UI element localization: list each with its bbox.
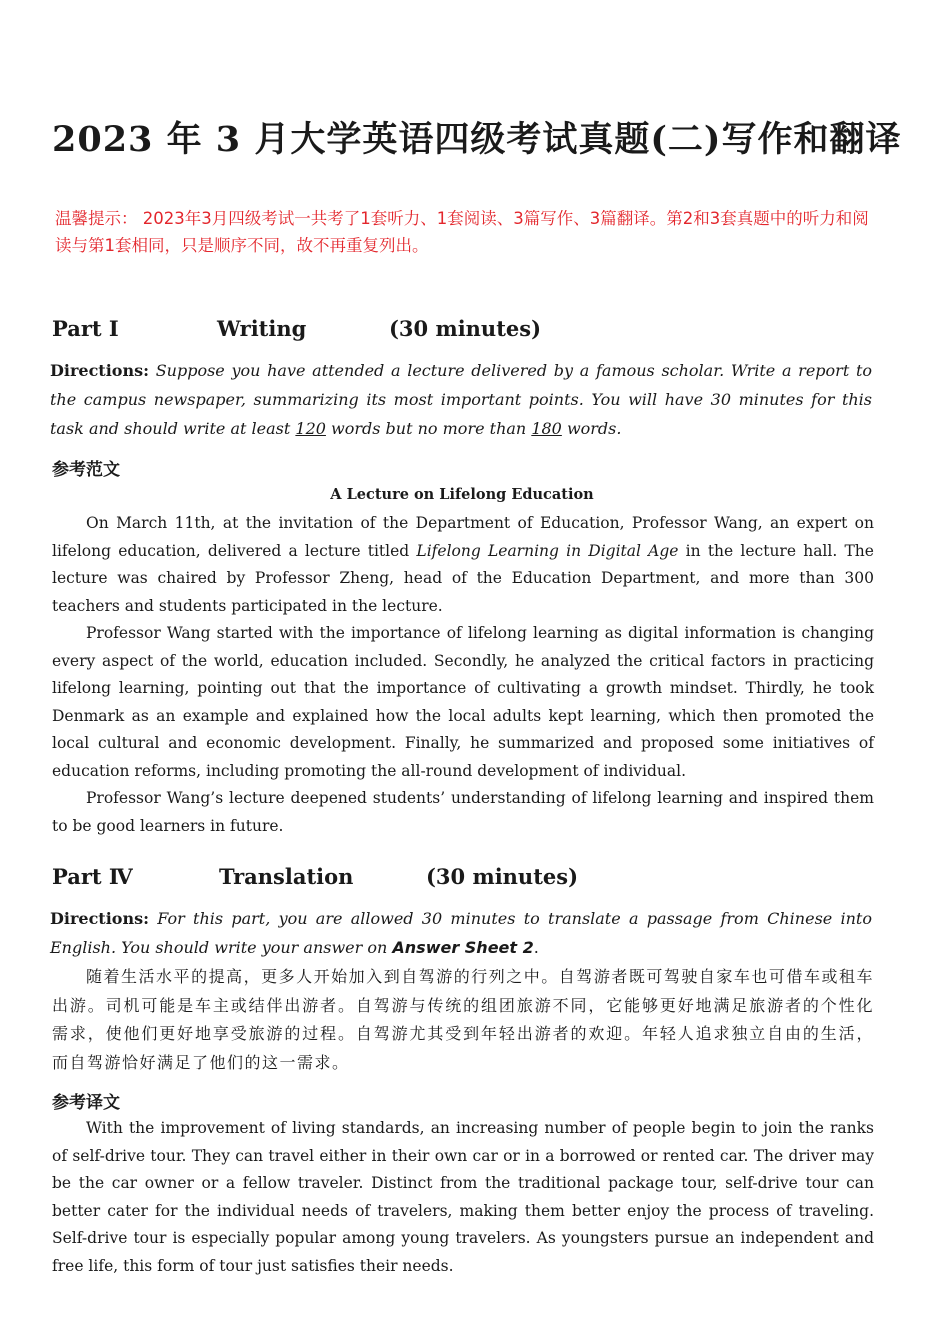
part1-label: Part Ⅰ xyxy=(52,316,119,341)
part1-directions xyxy=(50,356,872,443)
part4-time: (30 minutes) xyxy=(426,864,579,889)
directions-label: Directions: xyxy=(50,361,149,380)
directions-text-3: words. xyxy=(566,419,622,438)
translation-body xyxy=(52,1115,874,1280)
essay-body xyxy=(52,510,874,840)
part1-name: Writing xyxy=(217,316,307,341)
essay-paragraph: Professor Wang’s lecture deepened students’ understanding of lifelong learning and inspired them to be good learners in future. xyxy=(52,789,874,835)
directions-text-2: words but no more than xyxy=(331,419,527,438)
translation-paragraph: With the improvement of living standards, an increasing number of people begin to join the ranks of self-drive tour. They can travel either in their own car or in a borrowed or rented car. The driver may be the car owner or a fellow traveler. Distinct from the traditional package tour, self-drive tour can better cater for the individual needs of travelers, making them better enjoy the process of traveling. Self-drive tour is especially popular among young travelers. As youngsters pursue an independent and free life, this form of tour just satisfies their needs. xyxy=(52,1119,874,1275)
essay-p1-text: On March 11th, at the invitation of the Department of Education, Professor Wang, an expert on lifelong education, delivered a lecture titled xyxy=(52,514,874,560)
directions-text: For this part, you are allowed 30 minutes to translate a passage from Chinese into English. You should write your answer on xyxy=(50,909,872,957)
essay-title: A Lecture on Lifelong Education xyxy=(330,486,594,503)
essay-p1-text-2: in the lecture hall. The lecture was chaired by Professor Zheng, head of the Education Department, and more than 300 teachers and students participated in the lecture. xyxy=(52,541,874,615)
chinese-passage-text: 随着生活水平的提高，更多人开始加入到自驾游的行列之中。自驾游者既可驾驶自家车也可借车或租车出游。司机可能是车主或结伴出游者。自驾游与传统的组团旅游不同，它能够更好地满足旅游者的个性化需求，使他们更好地享受旅游的过程。自驾游尤其受到年轻出游者的欢迎。年轻人追求独立自由的生活，而自驾游恰好满足了他们的这一需求。 xyxy=(52,967,874,1072)
essay-paragraph xyxy=(52,510,874,620)
directions-text: Suppose you have attended a lecture delivered by a famous scholar. Write a report to the campus newspaper, summarizing its most important points. You will have 30 minutes for this task and should write at least xyxy=(50,361,873,438)
max-words: 180 xyxy=(531,419,562,438)
sample-essay-heading: 参考范文 xyxy=(52,460,120,480)
part4-name: Translation xyxy=(219,864,354,889)
directions-label: Directions: xyxy=(50,909,149,928)
reminder-note: 温馨提示： 2023年3月四级考试一共考了1套听力、1套阅读、3篇写作、3篇翻译。第2和3套真题中的听力和阅读与第1套相同，只是顺序不同，故不再重复列出。 xyxy=(55,209,869,255)
lecture-title: Lifelong Learning in Digital Age xyxy=(416,541,679,560)
part1-time: (30 minutes) xyxy=(389,316,542,341)
essay-paragraph: Professor Wang started with the importance of lifelong learning as digital information is changing every aspect of the world, education included. Secondly, he analyzed the critical factors in practicing lifelong learning, pointing out that the importance of cultivating a growth mindset. Thirdly, he took Denmark as an example and explained how the local adults kept learning, which then promoted the local cultural and economic development. Finally, he summarized and proposed some initiatives of education reforms, including promoting the all-round development of individual. xyxy=(52,624,874,780)
reference-translation-heading: 参考译文 xyxy=(52,1093,120,1113)
directions-end: . xyxy=(533,938,539,957)
chinese-passage xyxy=(52,963,874,1077)
part4-directions xyxy=(50,904,872,962)
answer-sheet-ref: Answer Sheet 2 xyxy=(392,938,534,957)
part4-label: Part Ⅳ xyxy=(52,864,133,889)
min-words: 120 xyxy=(295,419,326,438)
page-title: 2023 年 3 月大学英语四级考试真题(二)写作和翻译 xyxy=(52,119,902,160)
